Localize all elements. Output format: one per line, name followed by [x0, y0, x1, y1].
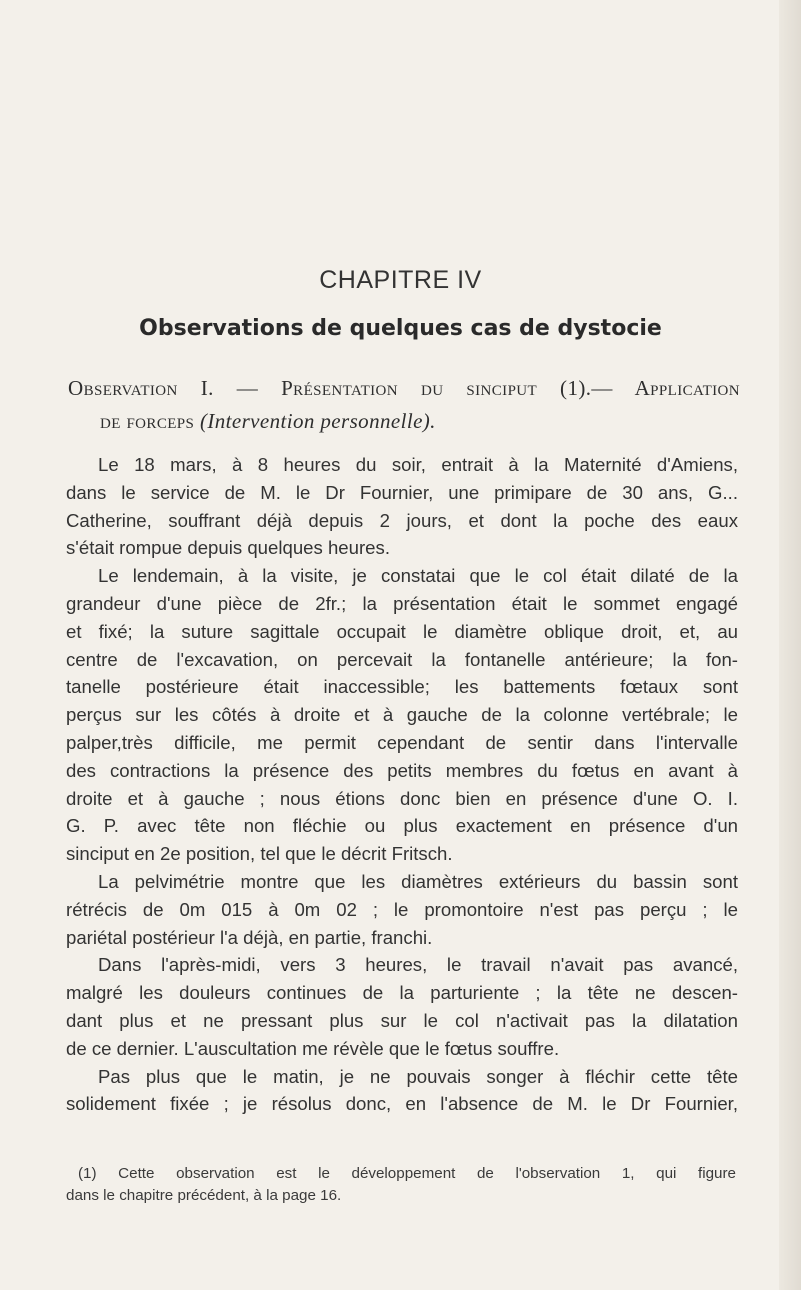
- body-line: dans le service de M. le Dr Fournier, une primipare de 30 ans, G...: [66, 481, 738, 503]
- observation-heading: [68, 372, 740, 438]
- body-text: [66, 451, 738, 1118]
- body-line: Catherine, souffrant déjà depuis 2 jours, et dont la poche des eaux: [66, 509, 738, 531]
- body-line: Pas plus que le matin, je ne pouvais songer à fléchir cette tête: [98, 1065, 738, 1087]
- body-line: Le lendemain, à la visite, je constatai que le col était dilaté de la: [98, 565, 738, 587]
- body-line: des contractions la présence des petits membres du fœtus en avant à: [66, 759, 738, 781]
- body-line: rétrécis de 0m 015 à 0m 02 ; le promontoire n'est pas perçu ; le: [66, 898, 738, 920]
- body-line: de ce dernier. L'auscultation me révèle que le fœtus souffre.: [66, 1037, 560, 1059]
- section-title: Observations de quelques cas de dystocie: [139, 316, 662, 341]
- footnote-line: dans le chapitre précédent, à la page 16.: [66, 1187, 342, 1204]
- body-line: pariétal postérieur l'a déjà, en partie, franchi.: [66, 926, 433, 948]
- observation-heading-italic: (Intervention personnelle).: [199, 409, 436, 433]
- observation-heading-prefix: de forceps: [100, 409, 200, 433]
- body-line: centre de l'excavation, on percevait la fontanelle antérieure; la fon-: [66, 648, 738, 670]
- body-line: tanelle postérieure était inaccessible; les battements fœtaux sont: [66, 676, 738, 698]
- body-line: dant plus et ne pressant plus sur le col n'activait pas la dilatation: [66, 1009, 738, 1031]
- body-line: grandeur d'une pièce de 2fr.; la présentation était le sommet engagé: [66, 592, 738, 614]
- body-line: malgré les douleurs continues de la parturiente ; la tête ne descen-: [66, 982, 738, 1004]
- body-line: droite et à gauche ; nous étions donc bien en présence d'une O. I.: [66, 787, 738, 809]
- body-line: palper,très difficile, me permit cependant de sentir dans l'intervalle: [66, 731, 738, 753]
- observation-heading-line-1: Observation I. — Présentation du sinciput (1).— Application: [68, 376, 740, 400]
- body-line: Dans l'après-midi, vers 3 heures, le travail n'avait pas avancé,: [98, 954, 738, 976]
- body-line: perçus sur les côtés à droite et à gauche de la colonne vertébrale; le: [66, 704, 738, 726]
- body-line: sinciput en 2e position, tel que le décrit Fritsch.: [66, 843, 453, 865]
- body-line: solidement fixée ; je résolus donc, en l'absence de M. le Dr Fournier,: [66, 1093, 738, 1115]
- body-line: s'était rompue depuis quelques heures.: [66, 537, 390, 559]
- page-edge: [779, 0, 801, 1290]
- footnote-line: (1) Cette observation est le développement de l'observation 1, qui figure: [78, 1165, 736, 1182]
- footnote: [66, 1163, 736, 1207]
- chapter-heading: CHAPITRE IV: [319, 266, 482, 294]
- body-line: La pelvimétrie montre que les diamètres extérieurs du bassin sont: [98, 870, 738, 892]
- observation-heading-line-2: [68, 405, 740, 438]
- body-line: Le 18 mars, à 8 heures du soir, entrait à la Maternité d'Amiens,: [98, 454, 738, 475]
- body-line: G. P. avec tête non fléchie ou plus exactement en présence d'un: [66, 815, 738, 837]
- body-line: et fixé; la suture sagittale occupait le diamètre oblique droit, et, au: [66, 620, 738, 642]
